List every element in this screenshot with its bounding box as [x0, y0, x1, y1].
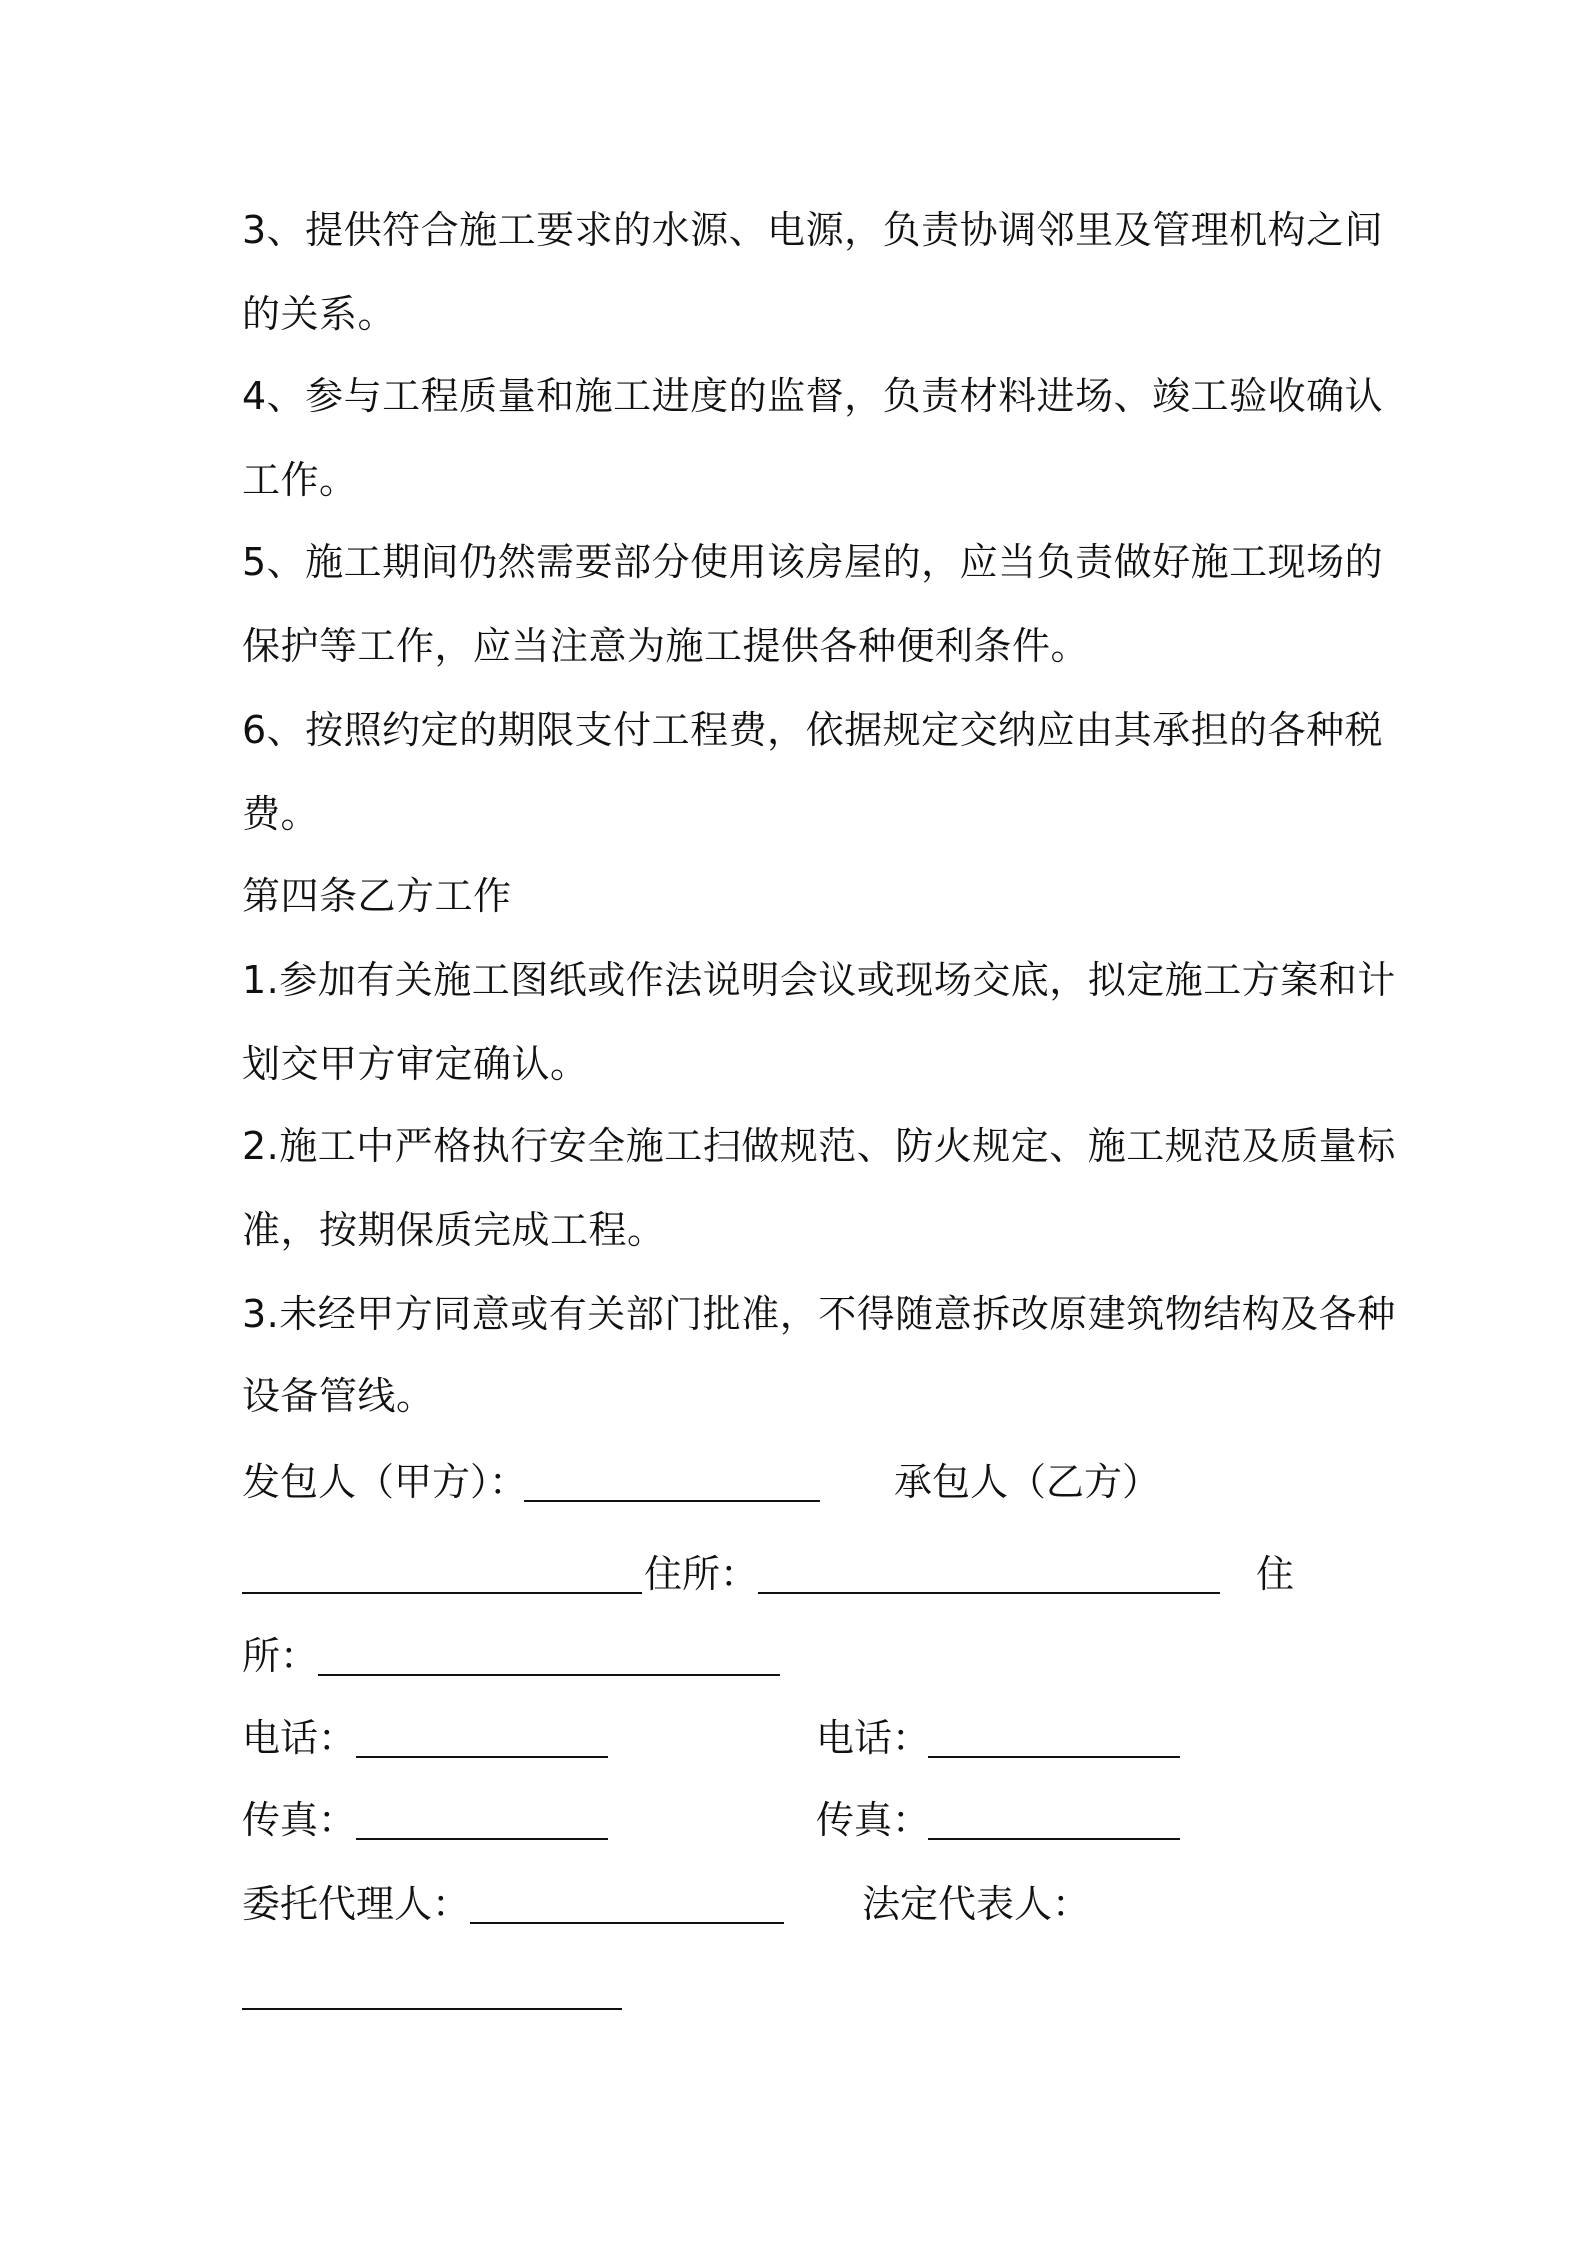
address-label-b-end: 所： [242, 1634, 319, 1678]
party-b-label: 承包人（乙方） [894, 1460, 1161, 1504]
paragraph-line: 的关系。 [242, 292, 397, 336]
party-b-blank [242, 1592, 642, 1594]
paragraph-line: 设备管线。 [242, 1374, 435, 1418]
fax-label-b: 传真： [816, 1798, 931, 1842]
phone-label-b: 电话： [816, 1716, 931, 1760]
paragraph-line: 2.施工中严格执行安全施工扫做规范、防火规定、施工规范及质量标 [242, 1124, 1396, 1168]
fax-b-blank [928, 1838, 1180, 1840]
paragraph-line: 3、提供符合施工要求的水源、电源，负责协调邻里及管理机构之间 [242, 208, 1384, 252]
agent-label: 委托代理人： [242, 1882, 471, 1926]
party-a-blank [524, 1500, 820, 1502]
paragraph-line: 3.未经甲方同意或有关部门批准，不得随意拆改原建筑物结构及各种 [242, 1292, 1396, 1336]
paragraph-line: 准，按期保质完成工程。 [242, 1208, 666, 1252]
agent-blank [470, 1922, 784, 1924]
phone-a-blank [356, 1756, 608, 1758]
fax-a-blank [356, 1838, 608, 1840]
legal-rep-label: 法定代表人： [862, 1882, 1091, 1926]
address-label-b-start: 住 [1256, 1552, 1295, 1596]
address-label-a: 住所： [644, 1552, 759, 1596]
legal-rep-blank [242, 2008, 622, 2010]
paragraph-line: 工作。 [242, 458, 358, 502]
fax-label-a: 传真： [242, 1798, 357, 1842]
paragraph-line: 费。 [242, 792, 320, 836]
paragraph-line: 4、参与工程质量和施工进度的监督，负责材料进场、竣工验收确认 [242, 374, 1384, 418]
section-heading: 第四条乙方工作 [242, 874, 512, 918]
paragraph-line: 保护等工作，应当注意为施工提供各种便利条件。 [242, 624, 1090, 668]
party-a-label: 发包人（甲方）： [242, 1460, 528, 1504]
address-b-blank [318, 1674, 780, 1676]
paragraph-line: 划交甲方审定确认。 [242, 1042, 589, 1086]
address-a-blank [758, 1592, 1220, 1594]
paragraph-line: 5、施工期间仍然需要部分使用该房屋的，应当负责做好施工现场的 [242, 540, 1384, 584]
paragraph-line: 6、按照约定的期限支付工程费，依据规定交纳应由其承担的各种税 [242, 708, 1384, 752]
phone-label-a: 电话： [242, 1716, 357, 1760]
phone-b-blank [928, 1756, 1180, 1758]
paragraph-line: 1.参加有关施工图纸或作法说明会议或现场交底，拟定施工方案和计 [242, 958, 1396, 1002]
